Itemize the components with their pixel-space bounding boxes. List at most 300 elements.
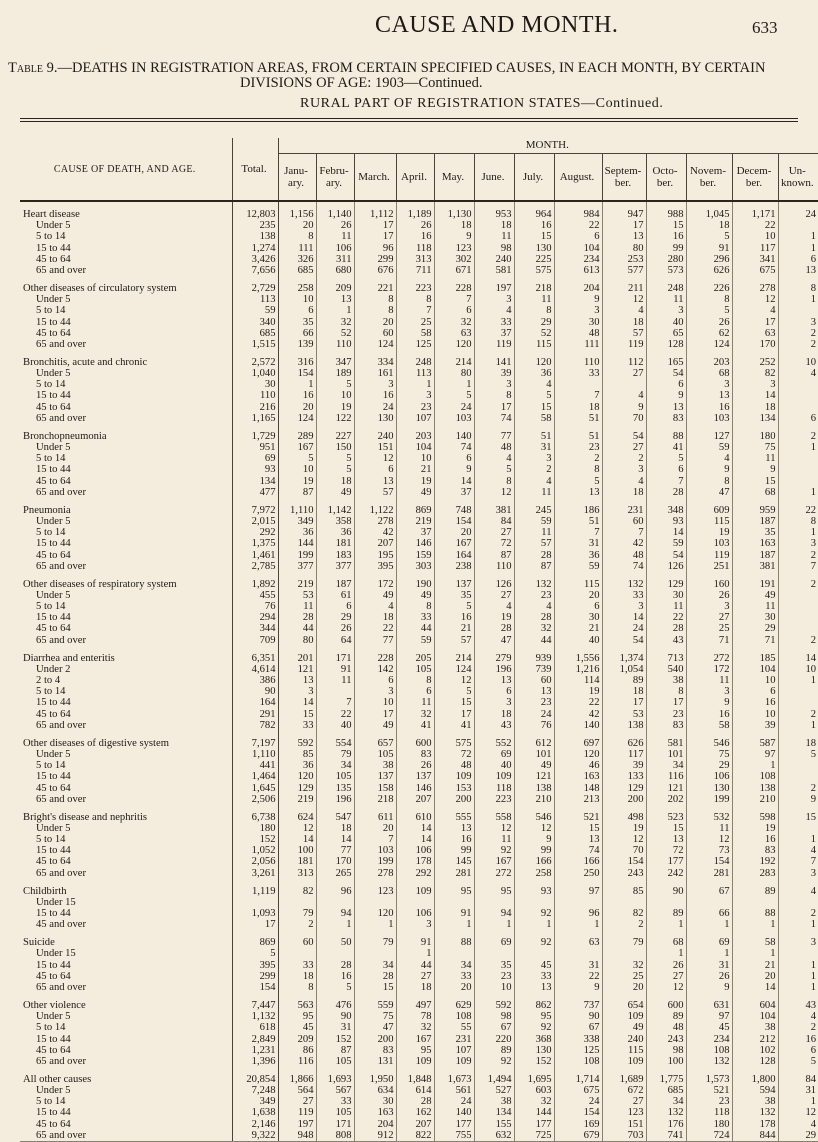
month-cell: 26 (686, 590, 732, 601)
month-cell: 44 (396, 623, 434, 634)
month-cell: 154 (278, 368, 316, 379)
month-cell: 9 (514, 834, 554, 845)
month-cell: 18 (602, 316, 646, 327)
month-cell (732, 897, 778, 908)
month-cell: 166 (514, 856, 554, 867)
month-cell: 59 (514, 516, 554, 527)
month-cell: 19 (278, 475, 316, 486)
row-label: 65 and over (20, 339, 232, 350)
total-cell: 235 (232, 220, 278, 231)
month-cell: 154 (554, 1107, 602, 1118)
month-cell: 106 (396, 908, 434, 919)
total-cell: 164 (232, 697, 278, 708)
total-cell: 1,110 (232, 749, 278, 760)
age-row (20, 697, 818, 708)
month-cell: 240 (474, 254, 514, 265)
month-cell: 21 (396, 464, 434, 475)
month-cell: 546 (514, 805, 554, 823)
month-cell: 27 (686, 612, 732, 623)
month-cell: 228 (354, 646, 396, 664)
month-cell: 52 (514, 328, 554, 339)
month-cell: 42 (602, 538, 646, 549)
running-head-title: CAUSE AND MONTH. (375, 12, 619, 38)
month-cell: 1 (396, 948, 434, 959)
month-cell: 629 (434, 993, 474, 1011)
month-cell: 10 (474, 982, 514, 993)
month-cell: 395 (354, 561, 396, 572)
month-cell: 4 (602, 305, 646, 316)
month-cell: 116 (278, 1056, 316, 1067)
month-cell: 592 (278, 731, 316, 749)
month-cell: 32 (514, 623, 554, 634)
age-row (20, 971, 818, 982)
month-cell (316, 948, 354, 959)
month-cell: 115 (514, 339, 554, 350)
month-cell: 132 (646, 1107, 686, 1118)
month-cell: 26 (646, 959, 686, 970)
month-cell: 341 (732, 254, 778, 265)
total-cell: 7,972 (232, 498, 278, 516)
month-cell: 92 (514, 930, 554, 948)
month-cell: 737 (554, 993, 602, 1011)
month-cell: 25 (602, 971, 646, 982)
month-cell: 37 (396, 527, 434, 538)
month-cell: 109 (602, 1056, 646, 1067)
month-cell: 177 (434, 1118, 474, 1129)
row-label: 65 and over (20, 487, 232, 498)
month-cell: 45 (278, 1022, 316, 1033)
month-cell: 14 (646, 527, 686, 538)
cause-row (20, 276, 818, 294)
month-cell: 11 (474, 834, 514, 845)
month-cell: 12 (686, 834, 732, 845)
month-cell: 675 (732, 265, 778, 276)
month-cell (778, 948, 818, 959)
month-cell: 3 (810, 538, 817, 550)
month-cell: 1,714 (554, 1067, 602, 1085)
month-cell: 100 (278, 845, 316, 856)
month-cell: 600 (396, 731, 434, 749)
month-cell: 32 (396, 708, 434, 719)
month-cell: 134 (732, 413, 778, 424)
month-cell: 3 (514, 453, 554, 464)
month-cell: 166 (554, 856, 602, 867)
month-cell: 33 (602, 590, 646, 601)
month-cell: 16 (514, 220, 554, 231)
month-cell: 24 (434, 401, 474, 412)
month-cell: 135 (316, 782, 354, 793)
header-rule (20, 118, 798, 119)
month-cell: 240 (602, 1033, 646, 1044)
month-cell: 92 (474, 845, 514, 856)
age-row (20, 401, 818, 412)
month-cell: 199 (686, 794, 732, 805)
month-cell: 219 (278, 572, 316, 590)
month-cell: 38 (646, 675, 686, 686)
month-cell: 15 (646, 220, 686, 231)
month-cell: 15 (434, 697, 474, 708)
month-cell: 8 (354, 294, 396, 305)
month-cell: 83 (396, 749, 434, 760)
month-cell: 634 (354, 1085, 396, 1096)
month-cell: 4 (602, 390, 646, 401)
column-header-total: Total. (232, 138, 278, 201)
month-cell: 9 (686, 464, 732, 475)
month-cell: 711 (396, 265, 434, 276)
month-cell: 108 (732, 771, 778, 782)
month-cell: 5 (514, 390, 554, 401)
total-cell: 340 (232, 316, 278, 327)
month-cell: 1,695 (514, 1067, 554, 1085)
row-label: Other diseases of circulatory system (20, 276, 232, 294)
month-cell: 33 (316, 1096, 354, 1107)
row-label: 45 to 64 (20, 549, 232, 560)
month-cell: 141 (474, 350, 514, 368)
month-cell: 1 (810, 1096, 817, 1108)
month-cell: 1 (316, 305, 354, 316)
cause-row (20, 498, 818, 516)
month-cell: 178 (732, 1118, 778, 1129)
month-cell: 16 (316, 971, 354, 982)
month-cell: 106 (686, 771, 732, 782)
month-cell: 20 (354, 823, 396, 834)
month-cell: 14 (602, 612, 646, 623)
month-cell: 88 (732, 908, 778, 919)
month-cell: 609 (686, 498, 732, 516)
month-cell: 603 (514, 1085, 554, 1096)
month-cell: 6 (810, 412, 817, 424)
month-cell: 3 (354, 686, 396, 697)
month-cell: 107 (396, 413, 434, 424)
month-cell: 869 (396, 498, 434, 516)
month-cell: 13 (554, 834, 602, 845)
month-cell: 9 (602, 401, 646, 412)
month-cell: 106 (396, 845, 434, 856)
month-cell: 16 (434, 834, 474, 845)
month-cell: 79 (278, 908, 316, 919)
month-cell: 27 (646, 971, 686, 982)
month-cell: 242 (646, 867, 686, 878)
month-cell: 160 (686, 572, 732, 590)
total-cell: 1,396 (232, 1056, 278, 1067)
month-cell: 26 (686, 971, 732, 982)
total-cell: 1,231 (232, 1045, 278, 1056)
month-cell: 29 (514, 316, 554, 327)
month-cell: 1 (646, 919, 686, 930)
month-cell: 4 (810, 368, 817, 380)
month-cell: 39 (602, 760, 646, 771)
month-cell: 1 (434, 919, 474, 930)
total-cell: 291 (232, 708, 278, 719)
month-cell: 4 (810, 885, 817, 897)
month-cell: 24 (602, 623, 646, 634)
month-cell: 28 (396, 1096, 434, 1107)
month-cell: 521 (686, 1085, 732, 1096)
month-cell: 8 (396, 601, 434, 612)
month-cell: 32 (396, 1022, 434, 1033)
month-cell: 558 (474, 805, 514, 823)
month-cell: 125 (554, 1045, 602, 1056)
month-cell: 959 (732, 498, 778, 516)
month-cell: 12 (805, 1107, 817, 1119)
month-cell: 8 (514, 305, 554, 316)
month-cell: 199 (354, 856, 396, 867)
month-cell: 3 (686, 686, 732, 697)
month-cell: 1 (474, 919, 514, 930)
month-cell: 68 (646, 930, 686, 948)
month-cell: 289 (278, 424, 316, 442)
month-cell: 30 (646, 590, 686, 601)
month-cell: 60 (354, 328, 396, 339)
age-row (20, 708, 818, 719)
month-cell: 102 (732, 1045, 778, 1056)
month-cell: 74 (474, 413, 514, 424)
month-cell: 523 (646, 805, 686, 823)
total-cell: 685 (232, 328, 278, 339)
month-cell: 20 (732, 971, 778, 982)
month-cell: 49 (732, 590, 778, 601)
month-cell: 1 (810, 486, 817, 498)
month-cell: 6 (554, 231, 602, 242)
month-cell: 15 (514, 401, 554, 412)
month-cell: 118 (396, 242, 434, 253)
month-cell: 16 (354, 390, 396, 401)
month-cell: 1,140 (316, 201, 354, 220)
month-cell: 311 (316, 254, 354, 265)
row-label: Bright's disease and nephritis (20, 805, 232, 823)
month-cell: 6 (646, 379, 686, 390)
month-cell: 292 (396, 867, 434, 878)
month-cell: 15 (514, 231, 554, 242)
month-cell: 68 (686, 368, 732, 379)
month-cell: 381 (732, 561, 778, 572)
month-cell: 18 (316, 823, 354, 834)
month-cell: 59 (686, 442, 732, 453)
month-cell: 70 (602, 413, 646, 424)
month-cell: 581 (474, 265, 514, 276)
month-cell: 28 (514, 549, 554, 560)
month-cell: 3 (396, 919, 434, 930)
month-cell: 42 (554, 708, 602, 719)
month-cell: 31 (554, 538, 602, 549)
month-cell: 3 (810, 937, 817, 949)
month-cell: 313 (396, 254, 434, 265)
month-cell: 91 (396, 930, 434, 948)
cause-row (20, 201, 818, 220)
month-cell: 2 (514, 464, 554, 475)
month-cell: 6 (396, 686, 434, 697)
month-cell: 108 (434, 1011, 474, 1022)
month-cell: 10 (805, 663, 817, 675)
month-cell: 739 (514, 664, 554, 675)
month-cell: 611 (354, 805, 396, 823)
row-label: Pneumonia (20, 498, 232, 516)
month-cell: 11 (316, 675, 354, 686)
month-cell: 631 (686, 993, 732, 1011)
month-cell: 190 (396, 572, 434, 590)
month-cell: 207 (396, 794, 434, 805)
month-cell: 1 (810, 719, 817, 731)
month-cell: 35 (732, 527, 778, 538)
month-cell: 47 (354, 1022, 396, 1033)
month-cell: 546 (686, 731, 732, 749)
month-cell: 13 (316, 294, 354, 305)
month-cell: 64 (316, 634, 354, 645)
month-cell: 114 (554, 675, 602, 686)
total-cell: 2,729 (232, 276, 278, 294)
month-cell: 113 (396, 368, 434, 379)
month-cell: 92 (514, 1022, 554, 1033)
month-cell: 214 (434, 646, 474, 664)
month-cell: 109 (474, 771, 514, 782)
month-cell: 54 (602, 424, 646, 442)
age-row (20, 1045, 818, 1056)
month-cell: 35 (278, 316, 316, 327)
row-label: 15 to 44 (20, 1107, 232, 1118)
month-cell: 36 (278, 527, 316, 538)
row-label: 15 to 44 (20, 771, 232, 782)
table-subtitle: RURAL PART OF REGISTRATION STATES—Continued. (300, 96, 664, 111)
month-cell: 158 (354, 782, 396, 793)
month-cell: 28 (514, 612, 554, 623)
month-cell: 75 (686, 749, 732, 760)
month-cell: 22 (732, 220, 778, 231)
month-cell: 251 (686, 561, 732, 572)
month-cell: 103 (354, 845, 396, 856)
month-cell: 347 (316, 350, 354, 368)
month-cell: 59 (646, 538, 686, 549)
month-cell: 555 (434, 805, 474, 823)
age-row (20, 749, 818, 760)
header-rule-double (20, 121, 798, 122)
month-cell: 939 (514, 646, 554, 664)
total-cell: 3,426 (232, 254, 278, 265)
month-cell: 476 (316, 993, 354, 1011)
month-cell: 49 (354, 720, 396, 731)
total-cell: 294 (232, 612, 278, 623)
month-cell: 20 (602, 982, 646, 993)
month-cell: 626 (686, 265, 732, 276)
month-cell: 17 (602, 220, 646, 231)
month-cell: 1 (514, 919, 554, 930)
month-cell (778, 697, 818, 708)
total-cell: 441 (232, 760, 278, 771)
month-cell: 19 (316, 401, 354, 412)
month-cell: 7 (316, 697, 354, 708)
month-cell: 4 (514, 475, 554, 486)
month-cell: 11 (686, 823, 732, 834)
age-row (20, 1096, 818, 1107)
month-cell: 66 (278, 328, 316, 339)
total-cell: 110 (232, 390, 278, 401)
month-cell: 150 (316, 442, 354, 453)
month-cell: 18 (805, 737, 817, 749)
row-label: 15 to 44 (20, 612, 232, 623)
month-cell (514, 897, 554, 908)
month-cell: 19 (396, 475, 434, 486)
month-cell: 9 (554, 982, 602, 993)
month-cell: 1,054 (602, 664, 646, 675)
month-cell: 326 (278, 254, 316, 265)
month-cell: 7 (396, 305, 434, 316)
month-cell: 3 (278, 686, 316, 697)
month-cell: 33 (278, 720, 316, 731)
month-cell: 27 (474, 590, 514, 601)
month-cell: 16 (732, 834, 778, 845)
month-cell: 5 (686, 231, 732, 242)
month-cell: 37 (474, 328, 514, 339)
age-row (20, 771, 818, 782)
month-cell: 104 (732, 1011, 778, 1022)
age-row (20, 959, 818, 970)
month-cell: 988 (646, 201, 686, 220)
month-cell: 19 (554, 686, 602, 697)
month-cell (778, 475, 818, 486)
row-label: 65 and over (20, 634, 232, 645)
month-cell: 10 (396, 453, 434, 464)
month-cell: 4 (474, 601, 514, 612)
month-cell: 547 (316, 805, 354, 823)
month-cell (514, 948, 554, 959)
row-label: 65 and over (20, 265, 232, 276)
month-cell: 62 (686, 328, 732, 339)
month-cell: 10 (805, 356, 817, 368)
month-cell: 159 (396, 549, 434, 560)
month-cell: 49 (354, 590, 396, 601)
month-cell: 680 (316, 265, 354, 276)
table-title-text: —DEATHS IN REGISTRATION AREAS, FROM CERTAIN SPECIFIED CAUSES, IN EACH MONTH, BY CERTAIN (57, 60, 766, 76)
row-label: 45 to 64 (20, 1118, 232, 1129)
month-cell: 86 (278, 1045, 316, 1056)
month-cell: 22 (316, 708, 354, 719)
month-cell: 10 (732, 708, 778, 719)
month-cell: 13 (602, 231, 646, 242)
row-label: 5 to 14 (20, 1096, 232, 1107)
month-cell: 4 (732, 305, 778, 316)
month-cell: 76 (514, 720, 554, 731)
month-cell: 41 (396, 720, 434, 731)
month-cell: 60 (602, 516, 646, 527)
month-cell: 34 (316, 760, 354, 771)
month-cell: 1 (810, 970, 817, 982)
month-cell: 4 (686, 453, 732, 464)
row-label: 5 to 14 (20, 379, 232, 390)
month-cell: 245 (514, 498, 554, 516)
month-cell (646, 897, 686, 908)
column-header-month: Janu- ary. (278, 154, 316, 202)
column-header-month: May. (434, 154, 474, 202)
month-cell: 21 (434, 623, 474, 634)
month-cell: 97 (732, 749, 778, 760)
month-cell: 223 (474, 794, 514, 805)
age-row (20, 612, 818, 623)
month-cell: 109 (396, 1056, 434, 1067)
month-cell: 11 (514, 294, 554, 305)
row-label: 5 to 14 (20, 686, 232, 697)
month-cell: 338 (554, 1033, 602, 1044)
month-cell: 29 (686, 760, 732, 771)
month-cell (778, 220, 818, 231)
month-cell: 2 (810, 578, 817, 590)
total-cell: 20,854 (232, 1067, 278, 1085)
month-cell: 77 (354, 634, 396, 645)
month-cell: 575 (514, 265, 554, 276)
month-cell: 3 (474, 697, 514, 708)
month-cell: 75 (732, 442, 778, 453)
month-cell: 15 (554, 823, 602, 834)
total-cell: 216 (232, 401, 278, 412)
month-cell: 2 (810, 634, 817, 646)
